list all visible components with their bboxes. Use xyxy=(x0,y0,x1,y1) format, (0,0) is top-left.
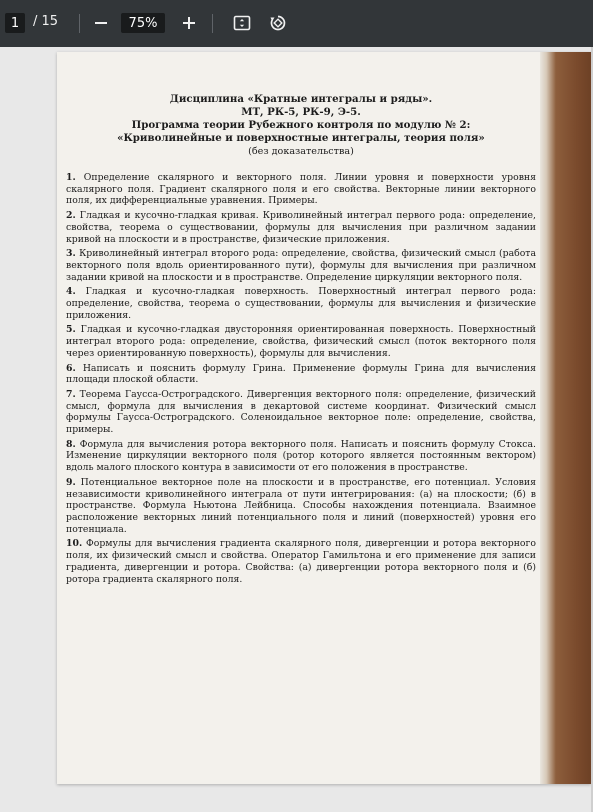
list-item xyxy=(66,477,536,536)
subheader: (без доказательства) xyxy=(248,146,354,157)
zoom-in-button[interactable] xyxy=(176,10,202,36)
header-line-1: Дисциплина «Кратные интегралы и ряды». xyxy=(169,93,433,105)
rotate-button[interactable] xyxy=(265,10,291,36)
item-number: 10. xyxy=(66,538,83,550)
item-number: 7. xyxy=(66,388,76,400)
item-text: Теорема Гаусса-Остроградского. Дивергенция векторного поля: определение, физический смысл, формула для вычисления в декартовой системе координат. Физический смысл формулы Гаусса-Остроградского. Соленоидальное векторное поле: определение, свойства, примеры. xyxy=(66,388,536,436)
item-number: 1. xyxy=(66,172,76,183)
list-item xyxy=(66,538,536,585)
item-number: 4. xyxy=(66,286,76,298)
item-text: Определение скалярного и векторного поля. Линии уровня и поверхности уровня скалярного поля. Градиент скалярного поля и его свойства. Векторные линии векторного поля, их дифференциальные уравнения. Примеры. xyxy=(66,172,536,207)
item-number: 6. xyxy=(66,362,76,374)
item-number: 9. xyxy=(66,476,76,488)
header-line-2: МТ, РК-5, РК-9, Э-5. xyxy=(241,106,361,118)
item-number: 5. xyxy=(66,324,76,336)
item-text: Гладкая и кусочно-гладкая кривая. Криволинейный интеграл первого рода: определение, свойства, теорема о существовании, формулы для вычисления при различном задании кривой на плоскости и в пространстве, физические приложения. xyxy=(66,210,536,245)
zoom-in-icon xyxy=(182,16,196,30)
list-item xyxy=(66,286,536,321)
page-number-input[interactable]: 1 xyxy=(5,13,25,33)
item-number: 2. xyxy=(66,210,76,222)
item-text: Формулы для вычисления градиента скалярного поля, дивергенции и ротора векторного поля, их физический смысл и свойства. Оператор Гамильтона и его применение для записи градиента, дивергенции и ротора. Свойства: (а) дивергенции ротора векторного поля и (б) ротора градиента скалярного поля. xyxy=(66,538,536,585)
page-content xyxy=(66,47,536,588)
list-item xyxy=(66,389,536,436)
fit-page-icon xyxy=(233,14,251,32)
divider xyxy=(212,14,213,33)
item-number: 8. xyxy=(66,438,76,450)
pdf-toolbar xyxy=(0,0,593,47)
divider xyxy=(79,14,80,33)
zoom-out-icon xyxy=(94,16,108,30)
list-item xyxy=(66,172,536,207)
item-text: Криволинейный интеграл второго рода: определение, свойства, физический смысл (работа векторного поля вдоль ориентированного пути), формулы для вычисления при различном задании кривой на плоскости и в пространстве. Определение циркуляции векторного поля. xyxy=(66,248,536,283)
header-line-3: Программа теории Рубежного контроля по модулю № 2: xyxy=(131,119,471,131)
item-text: Гладкая и кусочно-гладкая двусторонняя ориентированная поверхность. Поверхностный интеграл второго рода: определение, свойства, физический смысл (поток векторного поля через ориентированную поверхность), формулы для вычисления. xyxy=(66,324,536,359)
zoom-out-button[interactable] xyxy=(88,10,114,36)
rotate-icon xyxy=(269,14,287,32)
list-item xyxy=(66,210,536,245)
list-item xyxy=(66,363,536,386)
photo-background-edge xyxy=(540,52,593,784)
fit-to-page-button[interactable] xyxy=(229,10,255,36)
item-text: Написать и пояснить формулу Грина. Применение формулы Грина для вычисления площади плоской области. xyxy=(66,362,536,386)
item-text: Гладкая и кусочно-гладкая поверхность. Поверхностный интеграл первого рода: определение, свойства, теорема о существовании, формулы для вычисления и физические приложения. xyxy=(66,286,536,321)
list-item xyxy=(66,248,536,283)
question-list xyxy=(66,172,536,585)
page-count: / 15 xyxy=(33,14,59,29)
list-item xyxy=(66,324,536,359)
item-number: 3. xyxy=(66,248,76,260)
zoom-level-input[interactable]: 75% xyxy=(121,13,165,33)
document-viewer[interactable] xyxy=(0,47,593,812)
item-text: Потенциальное векторное поле на плоскости и в пространстве, его потенциал. Условия независимости криволинейного интеграла от пути интегрирования: (а) на плоскости; (б) в пространстве. Формула Ньютона Лейбница. Способы нахождения потенциала. Взаимное расположение векторных линий потенциального поля и линий (поверхностей) уровня его потенциала. xyxy=(66,476,536,535)
list-item xyxy=(66,439,536,474)
header-line-4: «Криволинейные и поверхностные интегралы, теория поля» xyxy=(117,132,485,144)
item-text: Формула для вычисления ротора векторного поля. Написать и пояснить формулу Стокса. Изменение циркуляции векторного поля (ротор которого является постоянным вектором) вдоль малого плоского контура в зависимости от его положения в пространстве. xyxy=(66,438,536,474)
